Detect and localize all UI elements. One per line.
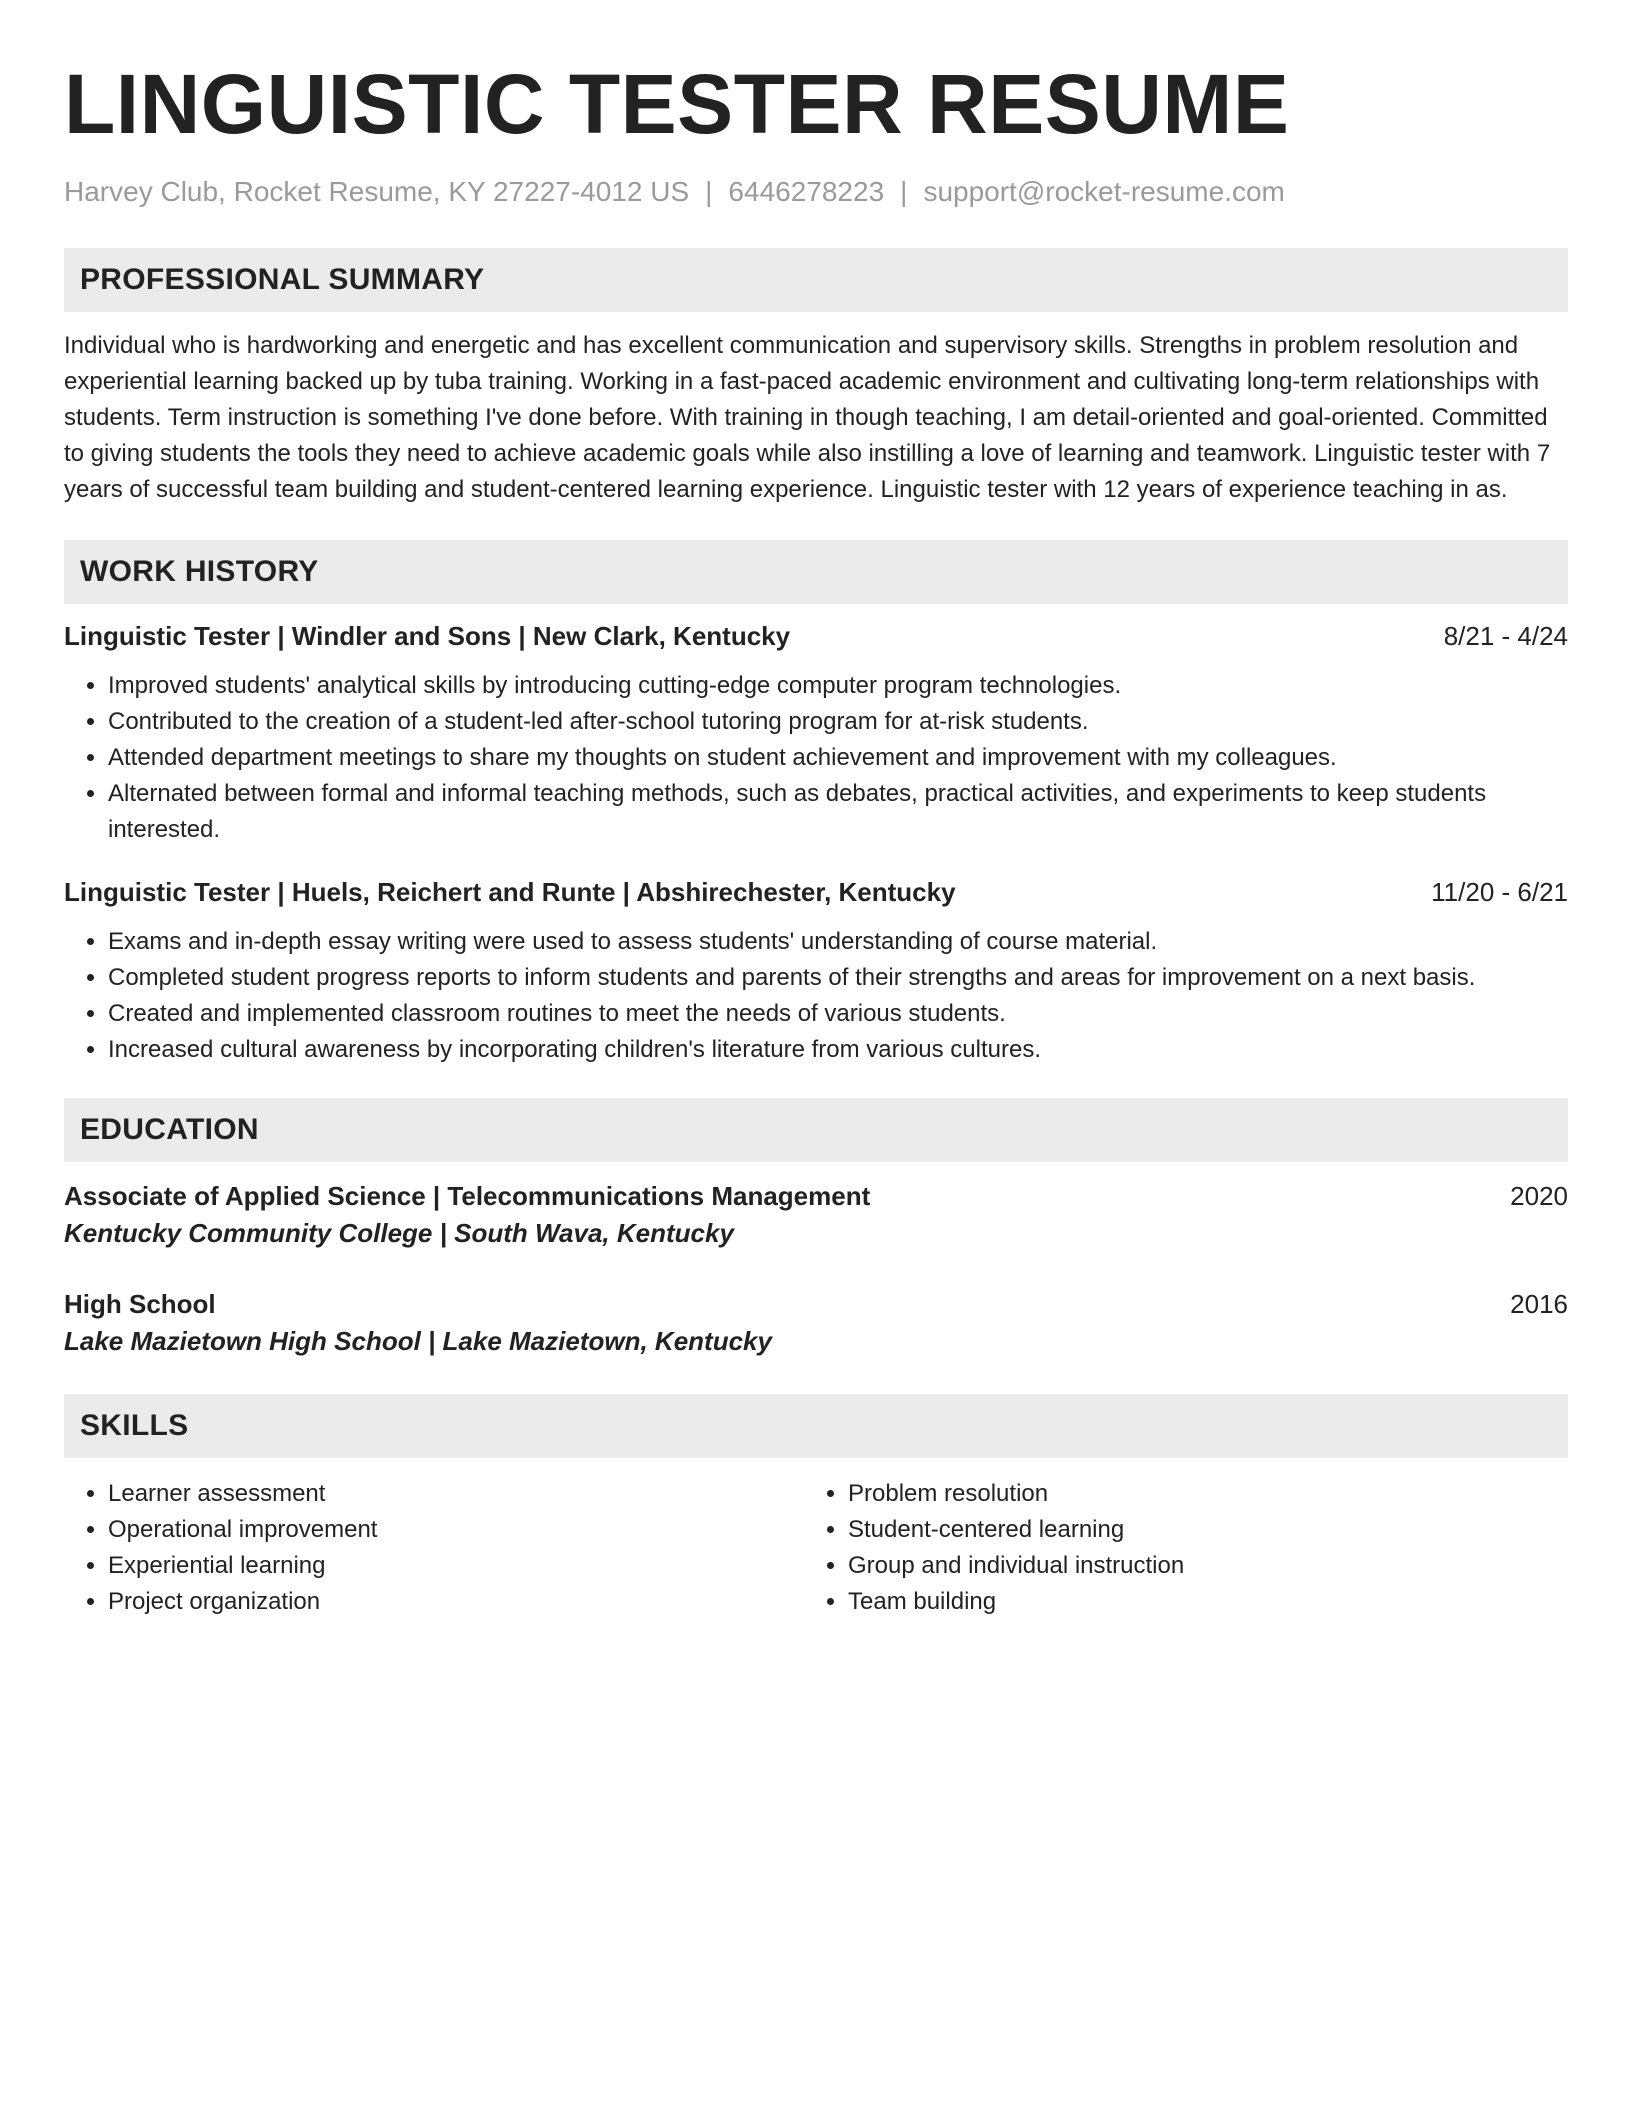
skill-item: • Student-centered learning — [848, 1512, 1544, 1548]
education-school: Lake Mazietown High School | Lake Mazietown, Kentucky — [64, 1326, 772, 1356]
skill-item: • Problem resolution — [848, 1476, 1544, 1512]
education-header — [64, 1286, 1568, 1322]
education-year: 2020 — [1510, 1181, 1568, 1211]
job-entry — [64, 618, 1568, 848]
education-entry — [64, 1178, 1568, 1252]
education-degree: Associate of Applied Science | Telecommunications Management — [64, 1181, 871, 1211]
contact-phone: 6446278223 — [728, 176, 885, 207]
skill-item: • Operational improvement — [108, 1512, 804, 1548]
skill-item: • Learner assessment — [108, 1476, 804, 1512]
job-bullet: • Contributed to the creation of a student-led after-school tutoring program for at-risk students. — [108, 704, 1568, 740]
job-bullet: • Alternated between formal and informal teaching methods, such as debates, practical activities, and experiments to keep students interested. — [108, 776, 1568, 848]
skill-item: • Team building — [848, 1584, 1544, 1620]
job-bullet: • Increased cultural awareness by incorporating children's literature from various cultures. — [108, 1032, 1568, 1068]
summary-text: Individual who is hardworking and energetic and has excellent communication and supervisory skills. Strengths in problem resolution and experiential learning backed up by tuba training. Working in a fast-paced academic environment and cultivating long-term relationships with students. Term instruction is something I've done before. With training in though teaching, I am detail-oriented and goal-oriented. Committed to giving students the tools they need to achieve academic goals while also instilling a love of learning and teamwork. Linguistic tester with 7 years of successful team building and student-centered learning experience. Linguistic tester with 12 years of experience teaching in as. — [64, 332, 1551, 503]
contact-line — [64, 174, 1568, 210]
skills-list-left — [64, 1476, 804, 1620]
contact-email: support@rocket-resume.com — [923, 176, 1285, 207]
job-bullet: • Improved students' analytical skills by introducing cutting-edge computer program technologies. — [108, 668, 1568, 704]
skills-list-right — [804, 1476, 1544, 1620]
education-heading: EDUCATION — [64, 1098, 1568, 1162]
job-title: Linguistic Tester | Huels, Reichert and Runte | Abshirechester, Kentucky — [64, 877, 956, 907]
job-title: Linguistic Tester | Windler and Sons | New Clark, Kentucky — [64, 621, 791, 651]
skill-item: • Experiential learning — [108, 1548, 804, 1584]
skills-heading: SKILLS — [64, 1394, 1568, 1458]
skill-item: • Project organization — [108, 1584, 804, 1620]
contact-separator: | — [705, 176, 713, 207]
contact-separator: | — [900, 176, 908, 207]
education-degree: High School — [64, 1289, 216, 1319]
job-bullet: • Attended department meetings to share my thoughts on student achievement and improvement with my colleagues. — [108, 740, 1568, 776]
skill-item: • Group and individual instruction — [848, 1548, 1544, 1584]
job-entry — [64, 874, 1568, 1068]
education-entry — [64, 1286, 1568, 1360]
job-header — [64, 618, 1568, 654]
education-year: 2016 — [1510, 1289, 1568, 1319]
job-header — [64, 874, 1568, 910]
work-history-heading: WORK HISTORY — [64, 540, 1568, 604]
education-header — [64, 1178, 1568, 1214]
job-dates: 11/20 - 6/21 — [1431, 877, 1568, 907]
job-dates: 8/21 - 4/24 — [1443, 621, 1568, 651]
education-school: Kentucky Community College | South Wava, Kentucky — [64, 1218, 734, 1248]
summary-heading: PROFESSIONAL SUMMARY — [64, 248, 1568, 312]
job-bullet: • Exams and in-depth essay writing were used to assess students' understanding of course material. — [108, 924, 1568, 960]
job-bullets — [64, 668, 1568, 848]
job-bullets — [64, 924, 1568, 1068]
job-bullet: • Completed student progress reports to inform students and parents of their strengths and areas for improvement on a next basis. — [108, 960, 1568, 996]
contact-address: Harvey Club, Rocket Resume, KY 27227-4012 US — [64, 176, 690, 207]
skills-columns — [64, 1476, 1568, 1620]
job-bullet: • Created and implemented classroom routines to meet the needs of various students. — [108, 996, 1568, 1032]
resume-title: LINGUISTIC TESTER RESUME — [64, 57, 1290, 151]
